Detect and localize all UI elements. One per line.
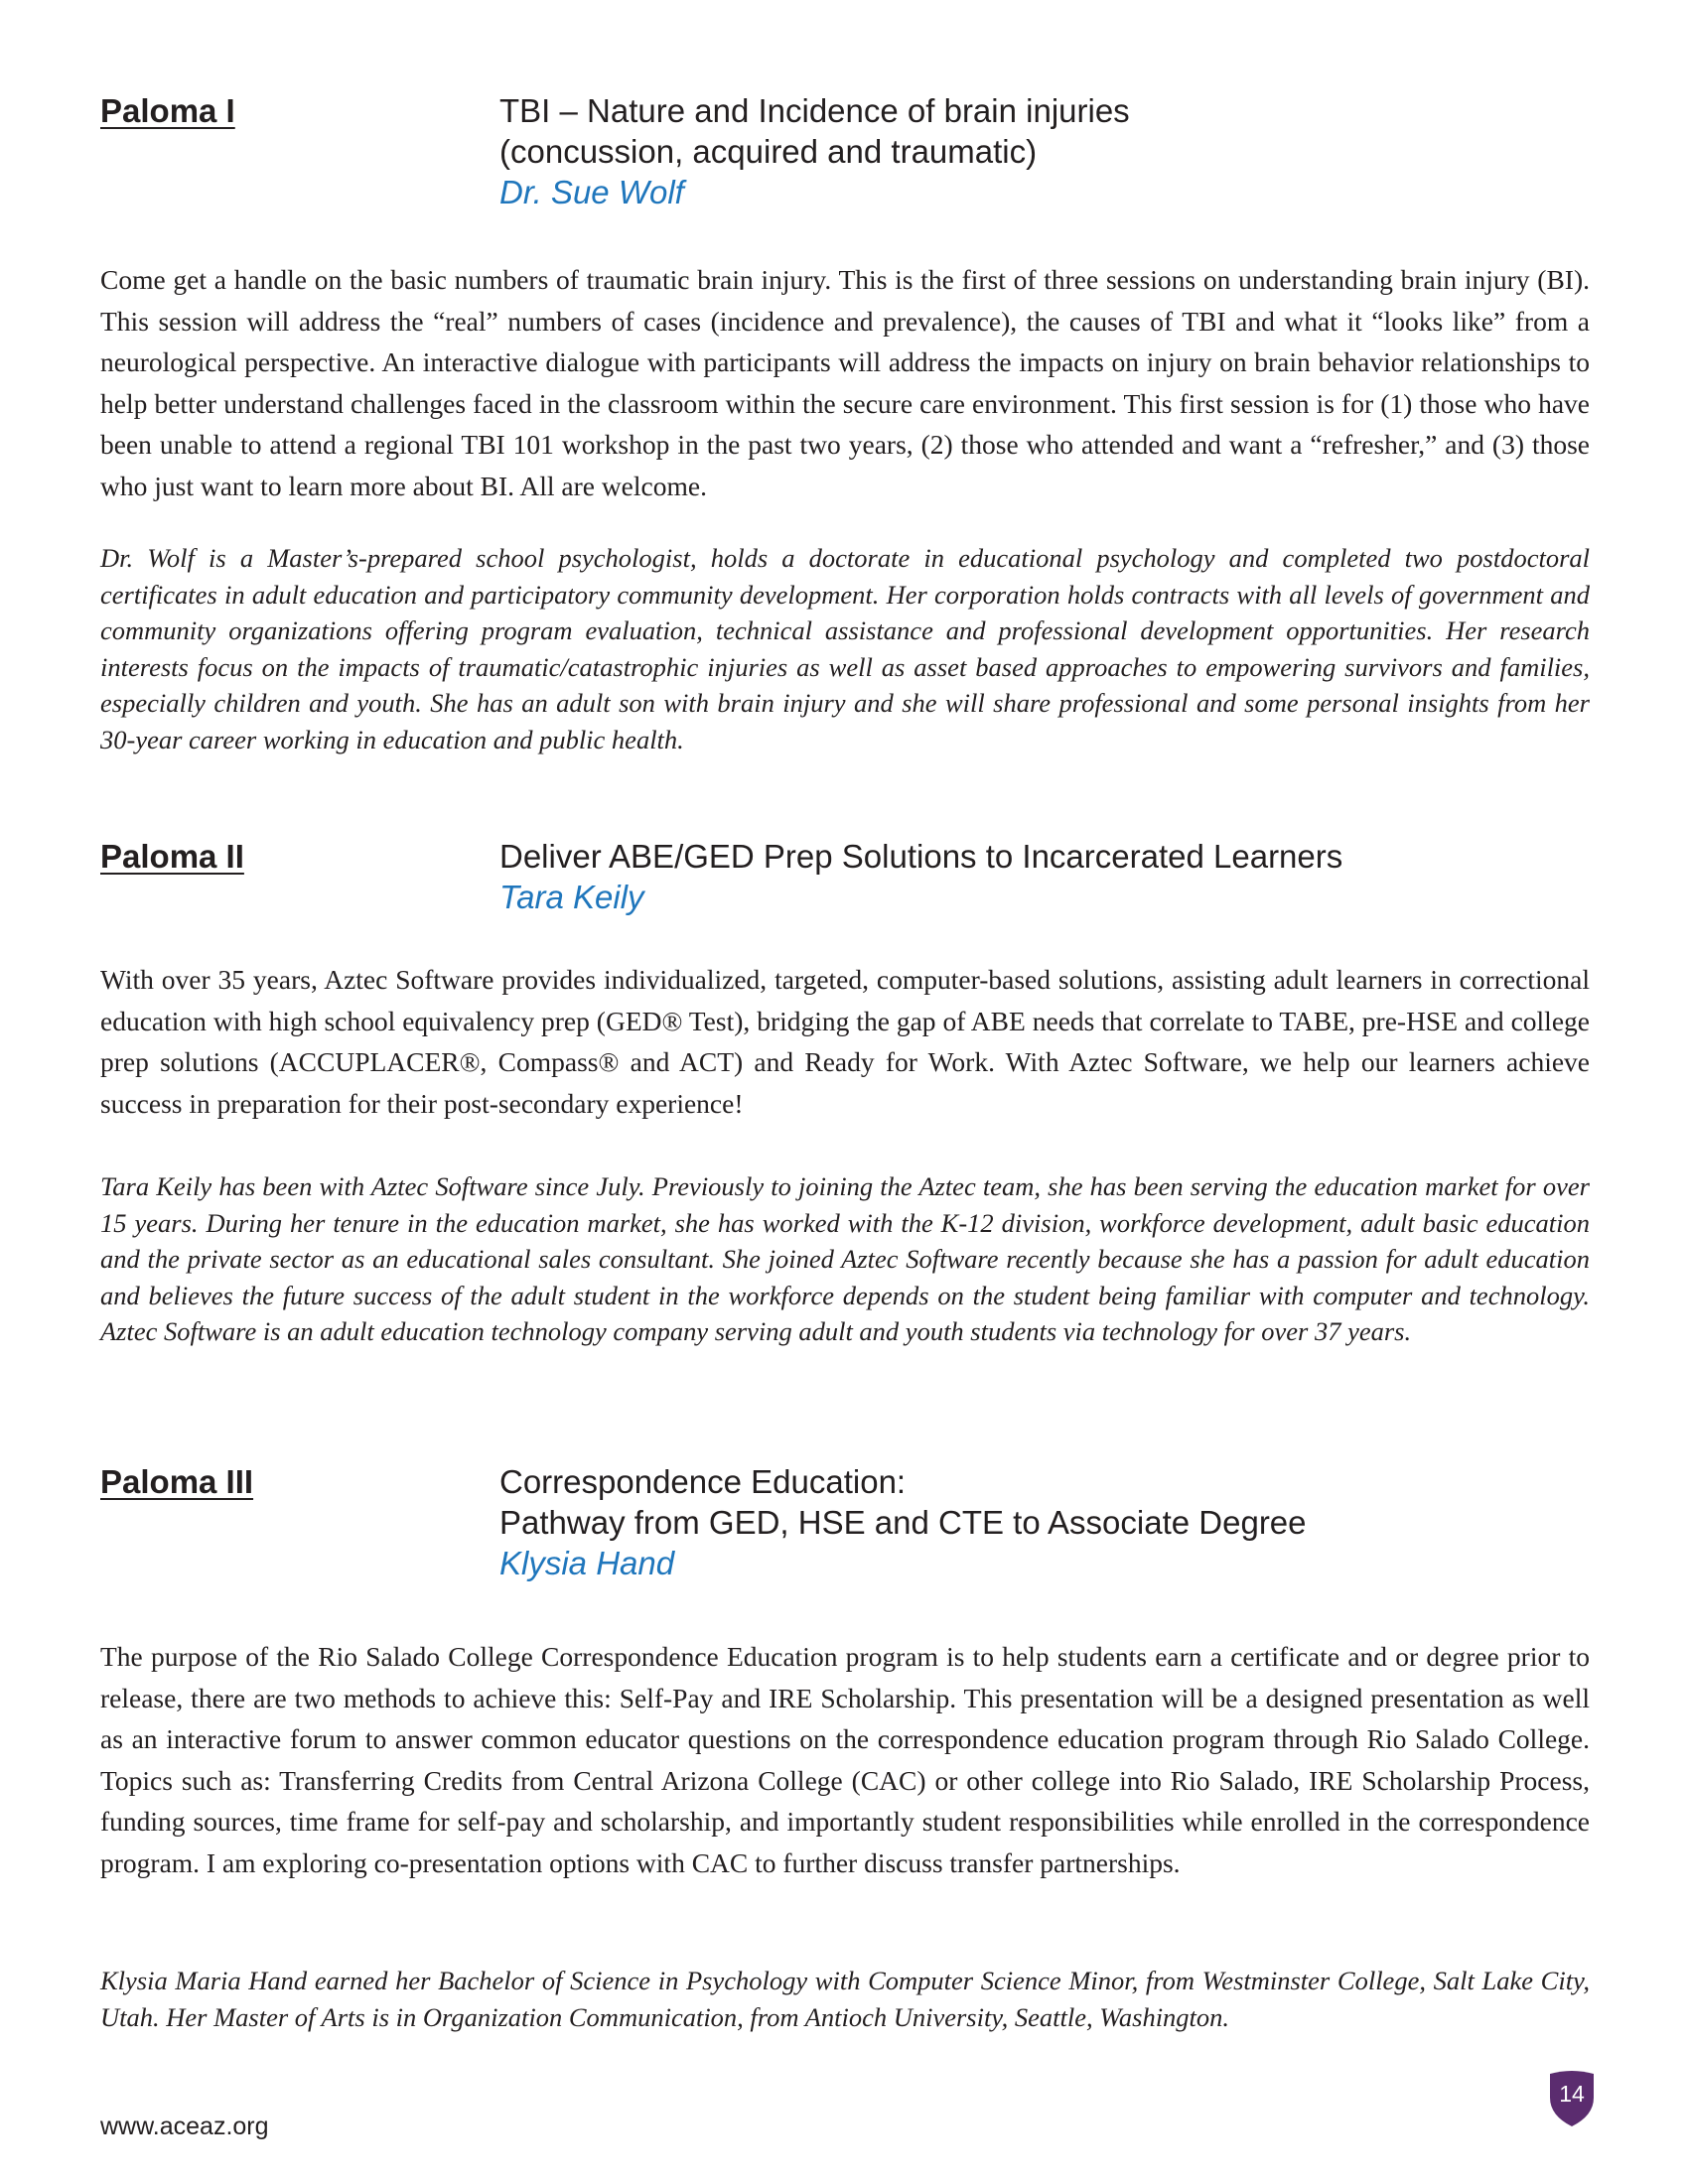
session-title-block — [499, 836, 1592, 917]
session-title-line: TBI – Nature and Incidence of brain injuries — [499, 92, 1130, 129]
speaker-name: Klysia Hand — [499, 1545, 675, 1581]
page-number-badge — [1548, 2070, 1596, 2127]
session-title-line: (concussion, acquired and traumatic) — [499, 133, 1038, 170]
room-name: Paloma II — [100, 838, 244, 875]
session-title-line: Correspondence Education: — [499, 1463, 907, 1500]
footer-website-link[interactable]: www.aceaz.org — [100, 2113, 269, 2140]
session-paloma-3 — [100, 1461, 1590, 2032]
session-title-block — [499, 1461, 1592, 1583]
speaker-name: Tara Keily — [499, 879, 644, 915]
page-number: 14 — [1559, 2081, 1585, 2107]
session-description: Come get a handle on the basic numbers of traumatic brain injury. This is the first of three sessions on understanding brain injury (BI). This session will address the “real” numbers of cases (incidence and prevalence), the causes of TBI and what it “looks like” from a neurological perspective. An interactive dialogue with participants will address the impacts on injury on brain behavior relationships to help better understand challenges faced in the classroom within the secure care environment. This first session is for (1) those who have been unable to attend a regional TBI 101 workshop in the past two years, (2) those who attended and want a “refresher,” and (3) those who just want to learn more about BI. All are welcome. — [100, 264, 1590, 501]
session-description: The purpose of the Rio Salado College Correspondence Education program is to help students earn a certificate and or degree prior to release, there are two methods to achieve this: Self-Pay and IRE Scholarship. This presentation will be a designed presentation as well as an interactive forum to answer common educator questions on the correspondence education program through Rio Salado College. Topics such as: Transferring Credits from Central Arizona College (CAC) or other college into Rio Salado, IRE Scholarship Process, funding sources, time frame for self-pay and scholarship, and importantly student responsibilities while enrolled in the correspondence program. I am exploring co-presentation options with CAC to further discuss transfer partnerships. — [100, 1641, 1590, 1878]
speaker-bio: Klysia Maria Hand earned her Bachelor of Science in Psychology with Computer Science Minor, from Westminster College, Salt Lake City, Utah. Her Master of Arts is in Organization Communication, from Antioch University, Seattle, Washington. — [100, 1966, 1590, 2032]
session-header — [100, 90, 1590, 210]
room-name: Paloma III — [100, 1463, 254, 1500]
session-paloma-2 — [100, 836, 1590, 1346]
session-description: With over 35 years, Aztec Software provides individualized, targeted, computer-based solutions, assisting adult learners in correctional education with high school equivalency prep (GED® Test), bridging the gap of ABE needs that correlate to TABE, pre-HSE and college prep solutions (ACCUPLACER®, Compass® and ACT) and Ready for Work. With Aztec Software, we help our learners achieve success in preparation for their post-secondary experience! — [100, 964, 1590, 1119]
session-header — [100, 1461, 1590, 1581]
session-paloma-1 — [100, 90, 1590, 754]
session-header — [100, 836, 1590, 915]
session-title-block — [499, 90, 1592, 212]
room-name: Paloma I — [100, 92, 235, 129]
session-title-line: Pathway from GED, HSE and CTE to Associate Degree — [499, 1504, 1307, 1541]
speaker-bio: Tara Keily has been with Aztec Software since July. Previously to joining the Aztec team, she has been serving the education market for over 15 years. During her tenure in the education market, she has worked with the K-12 division, workforce development, adult basic education and the private sector as an educational sales consultant. She joined Aztec Software recently because she has a passion for adult education and believes the future success of the adult student in the workforce depends on the student being familiar with computer and technology. Aztec Software is an adult education technology company serving adult and youth students via technology for over 37 years. — [100, 1171, 1590, 1346]
speaker-bio: Dr. Wolf is a Master’s-prepared school psychologist, holds a doctorate in educational psychology and completed two postdoctoral certificates in adult education and participatory community development. Her corporation holds contracts with all levels of government and community organizations offering program evaluation, technical assistance and professional development opportunities. Her research interests focus on the impacts of traumatic/catastrophic injuries as well as asset based approaches to empowering survivors and families, especially children and youth. She has an adult son with brain injury and she will share professional and some personal insights from her 30-year career working in education and public health. — [100, 543, 1590, 754]
session-title-line: Deliver ABE/GED Prep Solutions to Incarcerated Learners — [499, 838, 1343, 875]
speaker-name: Dr. Sue Wolf — [499, 174, 684, 210]
